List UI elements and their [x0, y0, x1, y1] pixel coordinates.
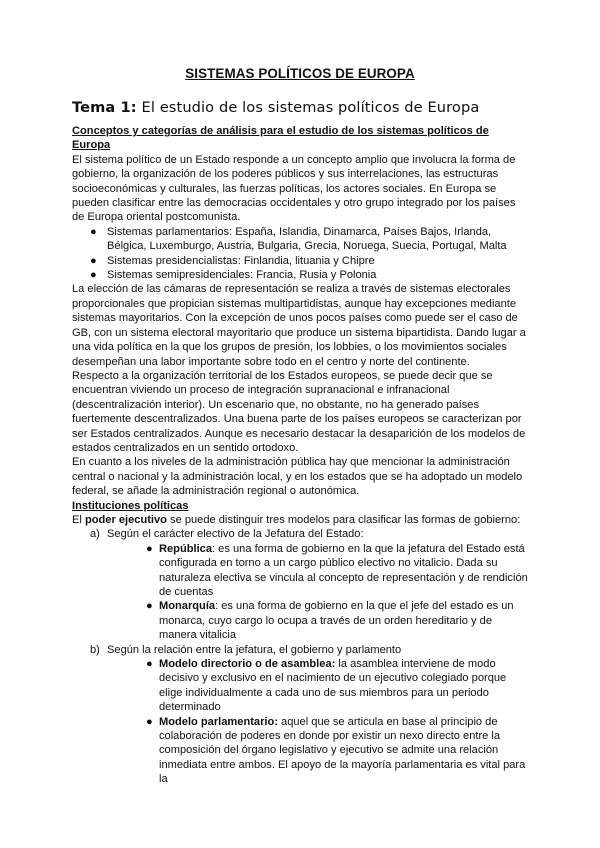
bullet-icon: ●	[146, 658, 153, 671]
list-item-text: Sistemas parlamentarios: España, Islandia, Dinamarca, Países Bajos, Irlanda, Bélgica, Luxemburgo, Austria, Bulgaria, Grecia, Noruega, Suecia, Portugal, Malta	[107, 225, 507, 253]
sub-list	[107, 657, 528, 787]
text-run: se puede distinguir tres modelos para clasificar las formas de gobierno:	[166, 513, 521, 526]
list-item	[90, 268, 528, 282]
sub-item-text: : es una forma de gobierno en la que la jefatura del Estado está configurada en torno a un cargo público electivo no vitalicio. Dada su naturaleza electiva se vincula al concepto de representación y de rendición de cuentas	[159, 542, 528, 598]
chapter-label: Tema 1:	[72, 99, 137, 116]
bold-term: Monarquía	[159, 600, 216, 613]
list-item	[90, 254, 528, 268]
list-item	[90, 225, 528, 254]
bold-term: República	[159, 542, 213, 555]
classification-list	[72, 527, 528, 786]
bold-term: poder ejecutivo	[84, 513, 167, 526]
bullet-icon: ●	[90, 254, 97, 267]
page-title: SISTEMAS POLÍTICOS DE EUROPA	[185, 66, 415, 81]
sub-list-item	[146, 599, 528, 642]
list-marker: a)	[90, 528, 100, 541]
bullet-icon: ●	[90, 225, 97, 238]
sub-list-item	[146, 657, 528, 715]
text-run: El	[72, 513, 85, 526]
bold-term: Modelo parlamentario:	[159, 715, 278, 728]
bullet-icon: ●	[146, 715, 153, 728]
paragraph-administration: En cuanto a los niveles de la administración pública hay que mencionar la administración central o nacional y la administración local, y en los estados que se ha adoptado un modelo federal, se añade la administración regional o autonómica.	[72, 456, 523, 498]
sub-list-item	[146, 542, 528, 600]
list-item-text: Sistemas presidencialistas: Finlandia, lituania y Chipre	[107, 254, 375, 267]
sub-item-text: : es una forma de gobierno en la que el jefe del estado es un monarca, cuyo cargo lo ocupa a través de un orden hereditario y de manera vitalicia	[159, 600, 514, 642]
sub-list-item	[146, 715, 528, 787]
sub-item-text: aquel que se articula en base al principio de colaboración de poderes en donde por existir un nexo directo entre la composición del órgano legislativo y ejecutivo se admite una relación inmediata entre ambos. El apoyo de la mayoría parlamentaria es vital para la	[159, 715, 526, 786]
section-heading-conceptos: Conceptos y categorías de análisis para el estudio de los sistemas políticos de Europa	[72, 125, 489, 152]
list-item	[90, 527, 528, 642]
paragraph-executive	[72, 513, 528, 527]
sub-list	[107, 542, 528, 643]
section-heading-instituciones: Instituciones políticas	[72, 499, 189, 512]
systems-list	[72, 225, 528, 283]
list-item-text: Según el carácter electivo de la Jefatura del Estado:	[107, 528, 364, 541]
chapter-heading	[72, 99, 528, 116]
paragraph-elections: La elección de las cámaras de representación se realiza a través de sistemas electorales proporcionales que propician sistemas multipartidistas, aunque hay excepciones mediante sistemas mayoritarios. Con la excepción de unos pocos países como puede ser el caso de GB, con un sistema electoral mayoritario que produce un sistema bipartidista. Dando lugar a una vida política en la que los grupos de presión, los lobbies, o los movimientos sociales desempeñan una labor importante sobre todo en el centro y norte del continente.	[72, 283, 526, 368]
bullet-icon: ●	[90, 269, 97, 282]
list-item-text: Sistemas semipresidenciales: Francia, Rusia y Polonia	[107, 269, 377, 282]
list-item-text: Según la relación entre la jefatura, el gobierno y parlamento	[107, 643, 402, 656]
chapter-title: El estudio de los sistemas políticos de Europa	[141, 99, 480, 116]
bullet-icon: ●	[146, 600, 153, 613]
bullet-icon: ●	[146, 542, 153, 555]
list-marker: b)	[90, 643, 100, 656]
sub-item-text: la asamblea interviene de modo decisivo y exclusivo en el nacimiento de un ejecutivo colegiado porque elige individualmente a cada uno de sus miembros para un periodo determinado	[159, 658, 507, 714]
list-item	[90, 643, 528, 787]
paragraph-intro: El sistema político de un Estado responde a un concepto amplio que involucra la forma de gobierno, la organización de los poderes públicos y sus interrelaciones, las estructuras socioeconómicas y culturales, las fuerzas políticas, los actores sociales. En Europa se pueden clasificar entre las democracias occidentales y otro grupo integrado por los países de Europa oriental postcomunista.	[72, 153, 516, 224]
paragraph-territorial: Respecto a la organización territorial de los Estados europeos, se puede decir que se encuentran viviendo un proceso de integración supranacional e infranacional (descentralización interior). Un escenario que, no obstante, no ha generado países fuertemente descentralizados. Una buena parte de los países europeos se caracterizan por ser Estados centralizados. Aunque es necesario destacar la desaparición de los modelos de estados centralizados en un sentido ortodoxo.	[72, 369, 526, 454]
document-page	[72, 66, 528, 787]
bold-term: Modelo directorio o de asamblea:	[159, 658, 336, 671]
